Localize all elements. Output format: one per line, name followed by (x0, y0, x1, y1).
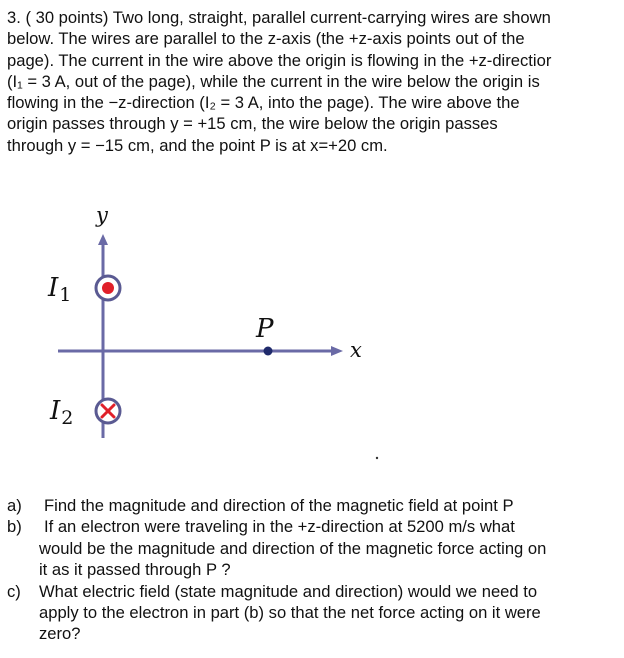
question-text (39, 516, 619, 580)
y-axis-arrowhead (98, 234, 108, 245)
point-p-label: P (256, 314, 274, 344)
problem-line: 3. ( 30 points) Two long, straight, parallel current-carrying wires are shown (7, 8, 551, 27)
x-axis-arrowhead (331, 346, 343, 356)
question-line: What electric field (state magnitude and direction) would we need to (39, 581, 538, 601)
problem-line: page). The current in the wire above the origin is flowing in the +z-directior (7, 50, 552, 70)
question-line: apply to the electron in part (b) so that the net force acting on it were (39, 603, 541, 623)
question-line: Find the magnitude and direction of the magnetic field at point P (44, 496, 514, 515)
question-a (7, 495, 619, 516)
problem-line: (I₁ = 3 A, out of the page), while the current in the wire below the origin is (7, 71, 540, 91)
question-line: would be the magnitude and direction of the magnetic force acting on (39, 538, 547, 558)
problem-line: through y = −15 cm, and the point P is at x=+20 cm. (7, 135, 388, 155)
wire-1-out-of-page (96, 276, 120, 300)
y-axis-label: y (96, 203, 108, 227)
problem-line: origin passes through y = +15 cm, the wire below the origin passes (7, 114, 498, 134)
wire-1-subscript: 1 (59, 284, 72, 306)
question-text (39, 581, 619, 645)
question-line: zero? (39, 624, 81, 644)
problem-line: below. The wires are parallel to the z-axis (the +z-axis points out of the (7, 29, 525, 49)
question-line: If an electron were traveling in the +z-direction at 5200 m/s what (44, 517, 515, 537)
wire-2-symbol: I (50, 396, 61, 426)
problem-statement (7, 7, 619, 156)
dot-icon (102, 282, 114, 294)
x-axis-label: x (350, 338, 362, 362)
problem-line: flowing in the −z-direction (I₂ = 3 A, into the page). The wire above the (7, 93, 520, 113)
wire-2-label (49, 396, 73, 429)
question-letter: a) (7, 496, 22, 515)
question-list (7, 495, 619, 645)
wire-1-symbol: I (48, 273, 59, 303)
question-b (7, 516, 619, 580)
wire-2-subscript: 2 (61, 407, 74, 429)
wire-1-label (47, 273, 71, 306)
point-p-marker (264, 347, 273, 356)
question-line: it as it passed through P ? (39, 560, 231, 580)
question-c (7, 581, 619, 645)
question-text (39, 495, 619, 516)
wire-2-into-page (96, 399, 120, 423)
question-letter: c) (7, 581, 21, 601)
question-letter: b) (7, 517, 22, 537)
wire-diagram (0, 190, 624, 490)
stray-dot (376, 457, 378, 459)
